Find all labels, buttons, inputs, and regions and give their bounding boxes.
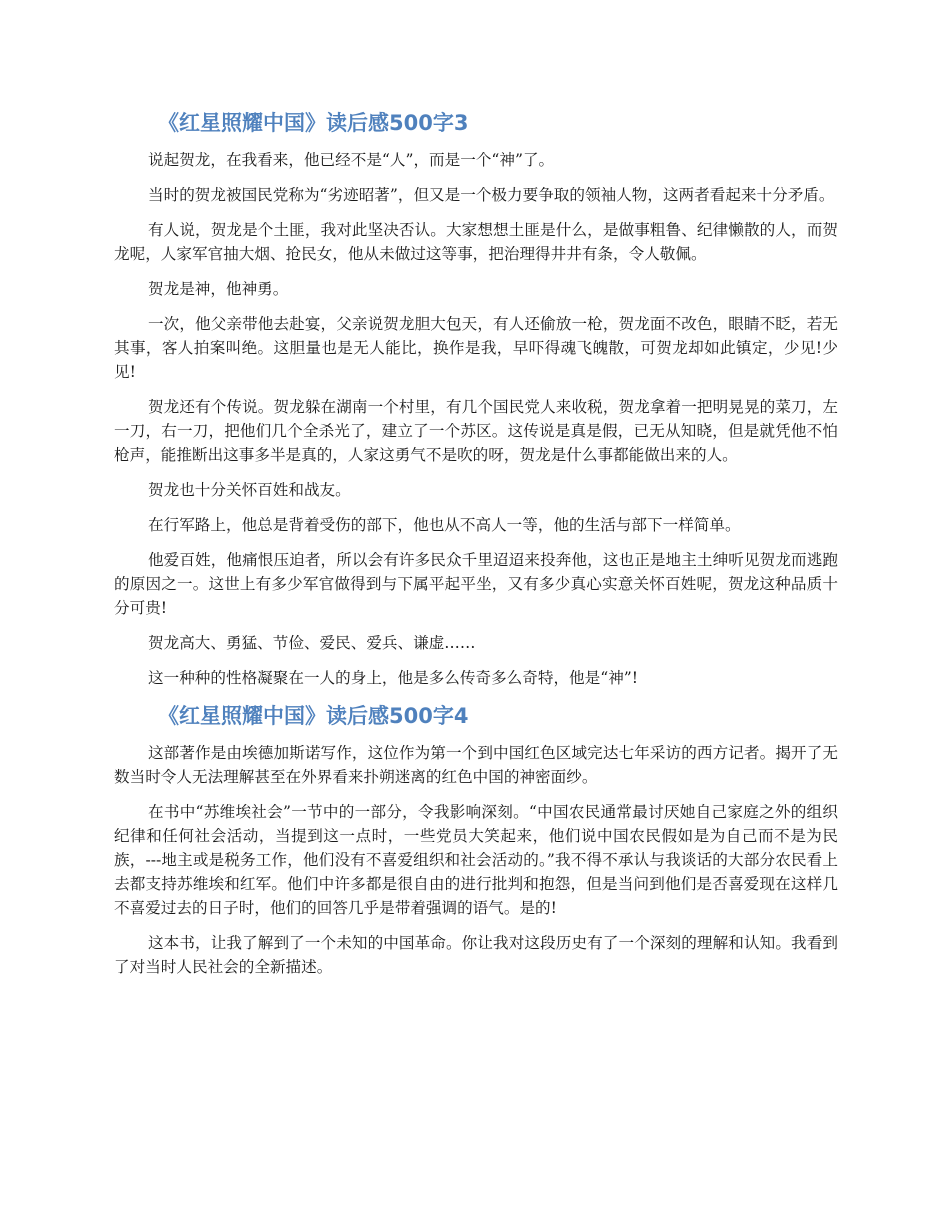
paragraph: 贺龙还有个传说。贺龙躲在湖南一个村里，有几个国民党人来收税，贺龙拿着一把明晃晃的菜刀，左一刀，右一刀，把他们几个全杀光了，建立了一个苏区。这传说是真是假，已无从知晓，但是就凭他不怕枪声，能推断出这事多半是真的，人家这勇气不是吹的呀，贺龙是什么事都能做出来的人。 <box>114 398 838 464</box>
paragraph: 这一种种的性格凝聚在一人的身上，他是多么传奇多么奇特，他是“神”! <box>148 669 639 687</box>
paragraph: 在行军路上，他总是背着受伤的部下，他也从不高人一等，他的生活与部下一样简单。 <box>148 516 741 534</box>
paragraph: 贺龙也十分关怀百姓和战友。 <box>148 481 351 499</box>
paragraph: 贺龙高大、勇猛、节俭、爱民、爱兵、谦虚…… <box>148 634 476 652</box>
paragraph: 说起贺龙，在我看来，他已经不是“人”，而是一个“神”了。 <box>148 151 555 169</box>
paragraph: 这部著作是由埃德加斯诺写作，这位作为第一个到中国红色区域完达七年采访的西方记者。揭开了无数当时令人无法理解甚至在外界看来扑朔迷离的红色中国的神密面纱。 <box>114 744 838 786</box>
paragraph: 贺龙是神，他神勇。 <box>148 280 289 298</box>
paragraph: 当时的贺龙被国民党称为“劣迹昭著”，但又是一个极力要争取的领袖人物，这两者看起来十分矛盾。 <box>148 186 835 204</box>
paragraph: 在书中“苏维埃社会”一节中的一部分，令我影响深刻。“中国农民通常最讨厌她自己家庭之外的组织纪律和任何社会活动，当提到这一点时，一些党员大笑起来，他们说中国农民假如是为自己而不是为民族，---地主或是税务工作，他们没有不喜爱组织和社会活动的。”我不得不承认与我谈话的大部分农民看上去都支持苏维埃和红军。他们中许多都是很自由的进行批判和抱怨，但是当问到他们是否喜爱现在这样几不喜爱过去的日子时，他们的回答几乎是带着强调的语气。是的! <box>114 803 838 917</box>
section-heading: 《红星照耀中国》读后感500字4 <box>158 704 469 728</box>
paragraph: 他爱百姓，他痛恨压迫者，所以会有许多民众千里迢迢来投奔他，这也正是地主土绅听见贺龙而逃跑的原因之一。这世上有多少军官做得到与下属平起平坐，又有多少真心实意关怀百姓呢，贺龙这种品质十分可贵! <box>114 551 838 617</box>
paragraph: 这本书，让我了解到了一个未知的中国革命。你让我对这段历史有了一个深刻的理解和认知。我看到了对当时人民社会的全新描述。 <box>114 934 838 976</box>
document-body <box>114 108 838 990</box>
section-heading: 《红星照耀中国》读后感500字3 <box>158 111 469 135</box>
paragraph: 一次，他父亲带他去赴宴，父亲说贺龙胆大包天，有人还偷放一枪，贺龙面不改色，眼睛不眨，若无其事，客人拍案叫绝。这胆量也是无人能比，换作是我，早吓得魂飞魄散，可贺龙却如此镇定，少见!少见! <box>114 315 838 381</box>
paragraph: 有人说，贺龙是个土匪，我对此坚决否认。大家想想土匪是什么，是做事粗鲁、纪律懒散的人，而贺龙呢，人家军官抽大烟、抢民女，他从未做过这等事，把治理得井井有条，令人敬佩。 <box>114 221 838 263</box>
